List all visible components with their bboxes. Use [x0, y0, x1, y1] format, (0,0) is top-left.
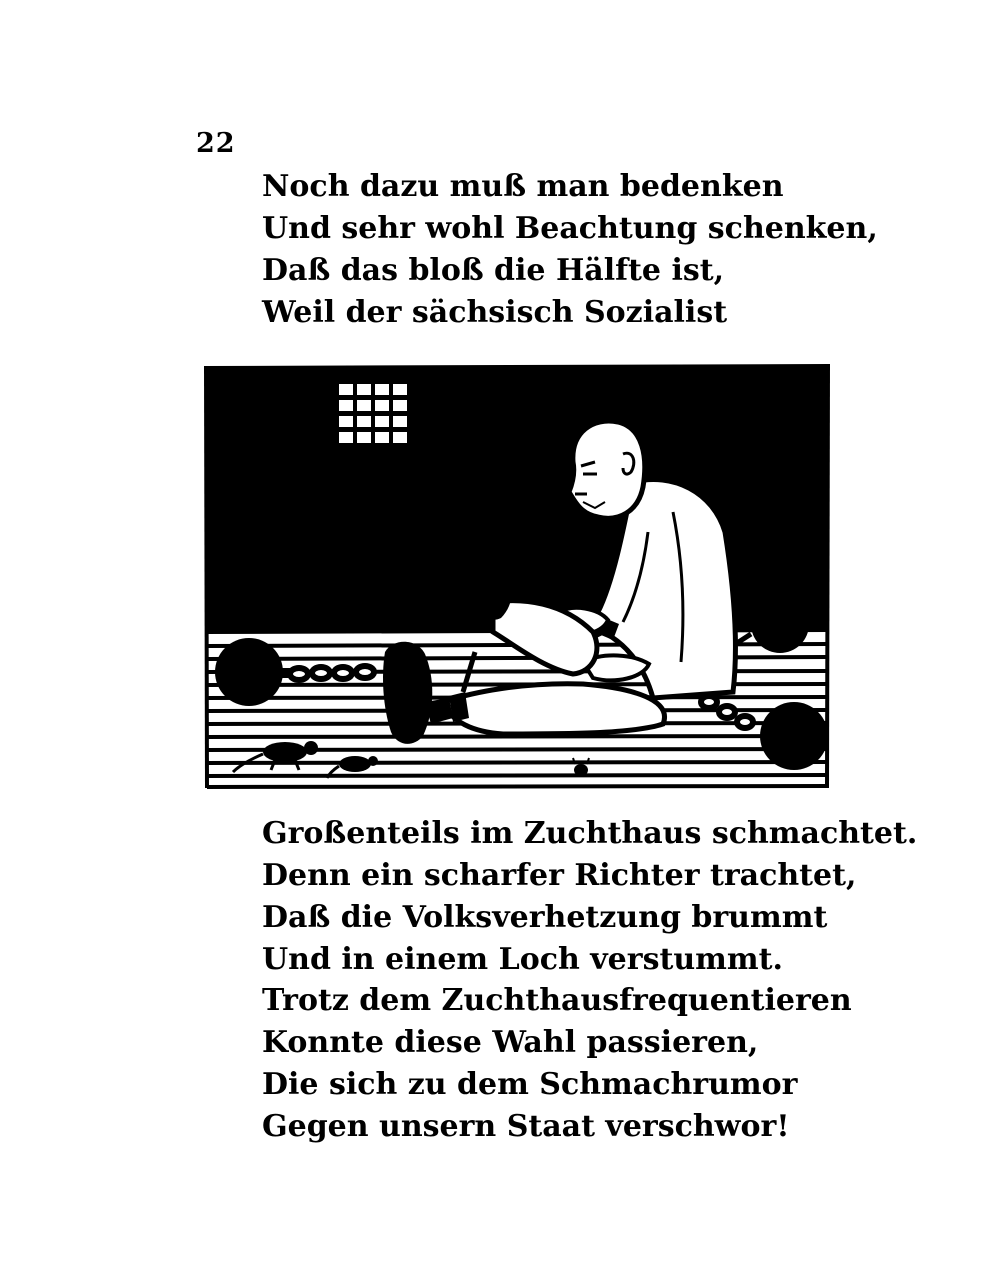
verse-line: Denn ein scharfer Richter trachtet,: [262, 858, 857, 893]
stanza-2: [262, 813, 917, 981]
verse-line: Großenteils im Zuchthaus schmachtet.: [262, 816, 918, 851]
verse-line: Weil der sächsisch Sozialist: [262, 295, 728, 330]
verse-line: Trotz dem Zuchthausfrequentieren: [262, 983, 852, 1018]
verse-line: Daß die Volksverhetzung brummt: [262, 900, 828, 935]
verse-line: Und sehr wohl Beachtung schenken,: [262, 211, 878, 246]
verse-line: Gegen unsern Staat verschwor!: [262, 1109, 790, 1144]
verse-line: Die sich zu dem Schmachrumor: [262, 1067, 798, 1102]
stanza-1: [262, 166, 878, 334]
stanza-3: [262, 980, 852, 1148]
verse-line: Und in einem Loch verstummt.: [262, 942, 783, 977]
prison-cell-woodcut: [203, 362, 831, 790]
verse-line: Konnte diese Wahl passieren,: [262, 1025, 759, 1060]
page-number: 22: [196, 128, 236, 159]
verse-line: Noch dazu muß man bedenken: [262, 169, 784, 204]
verse-line: Daß das bloß die Hälfte ist,: [262, 253, 725, 288]
